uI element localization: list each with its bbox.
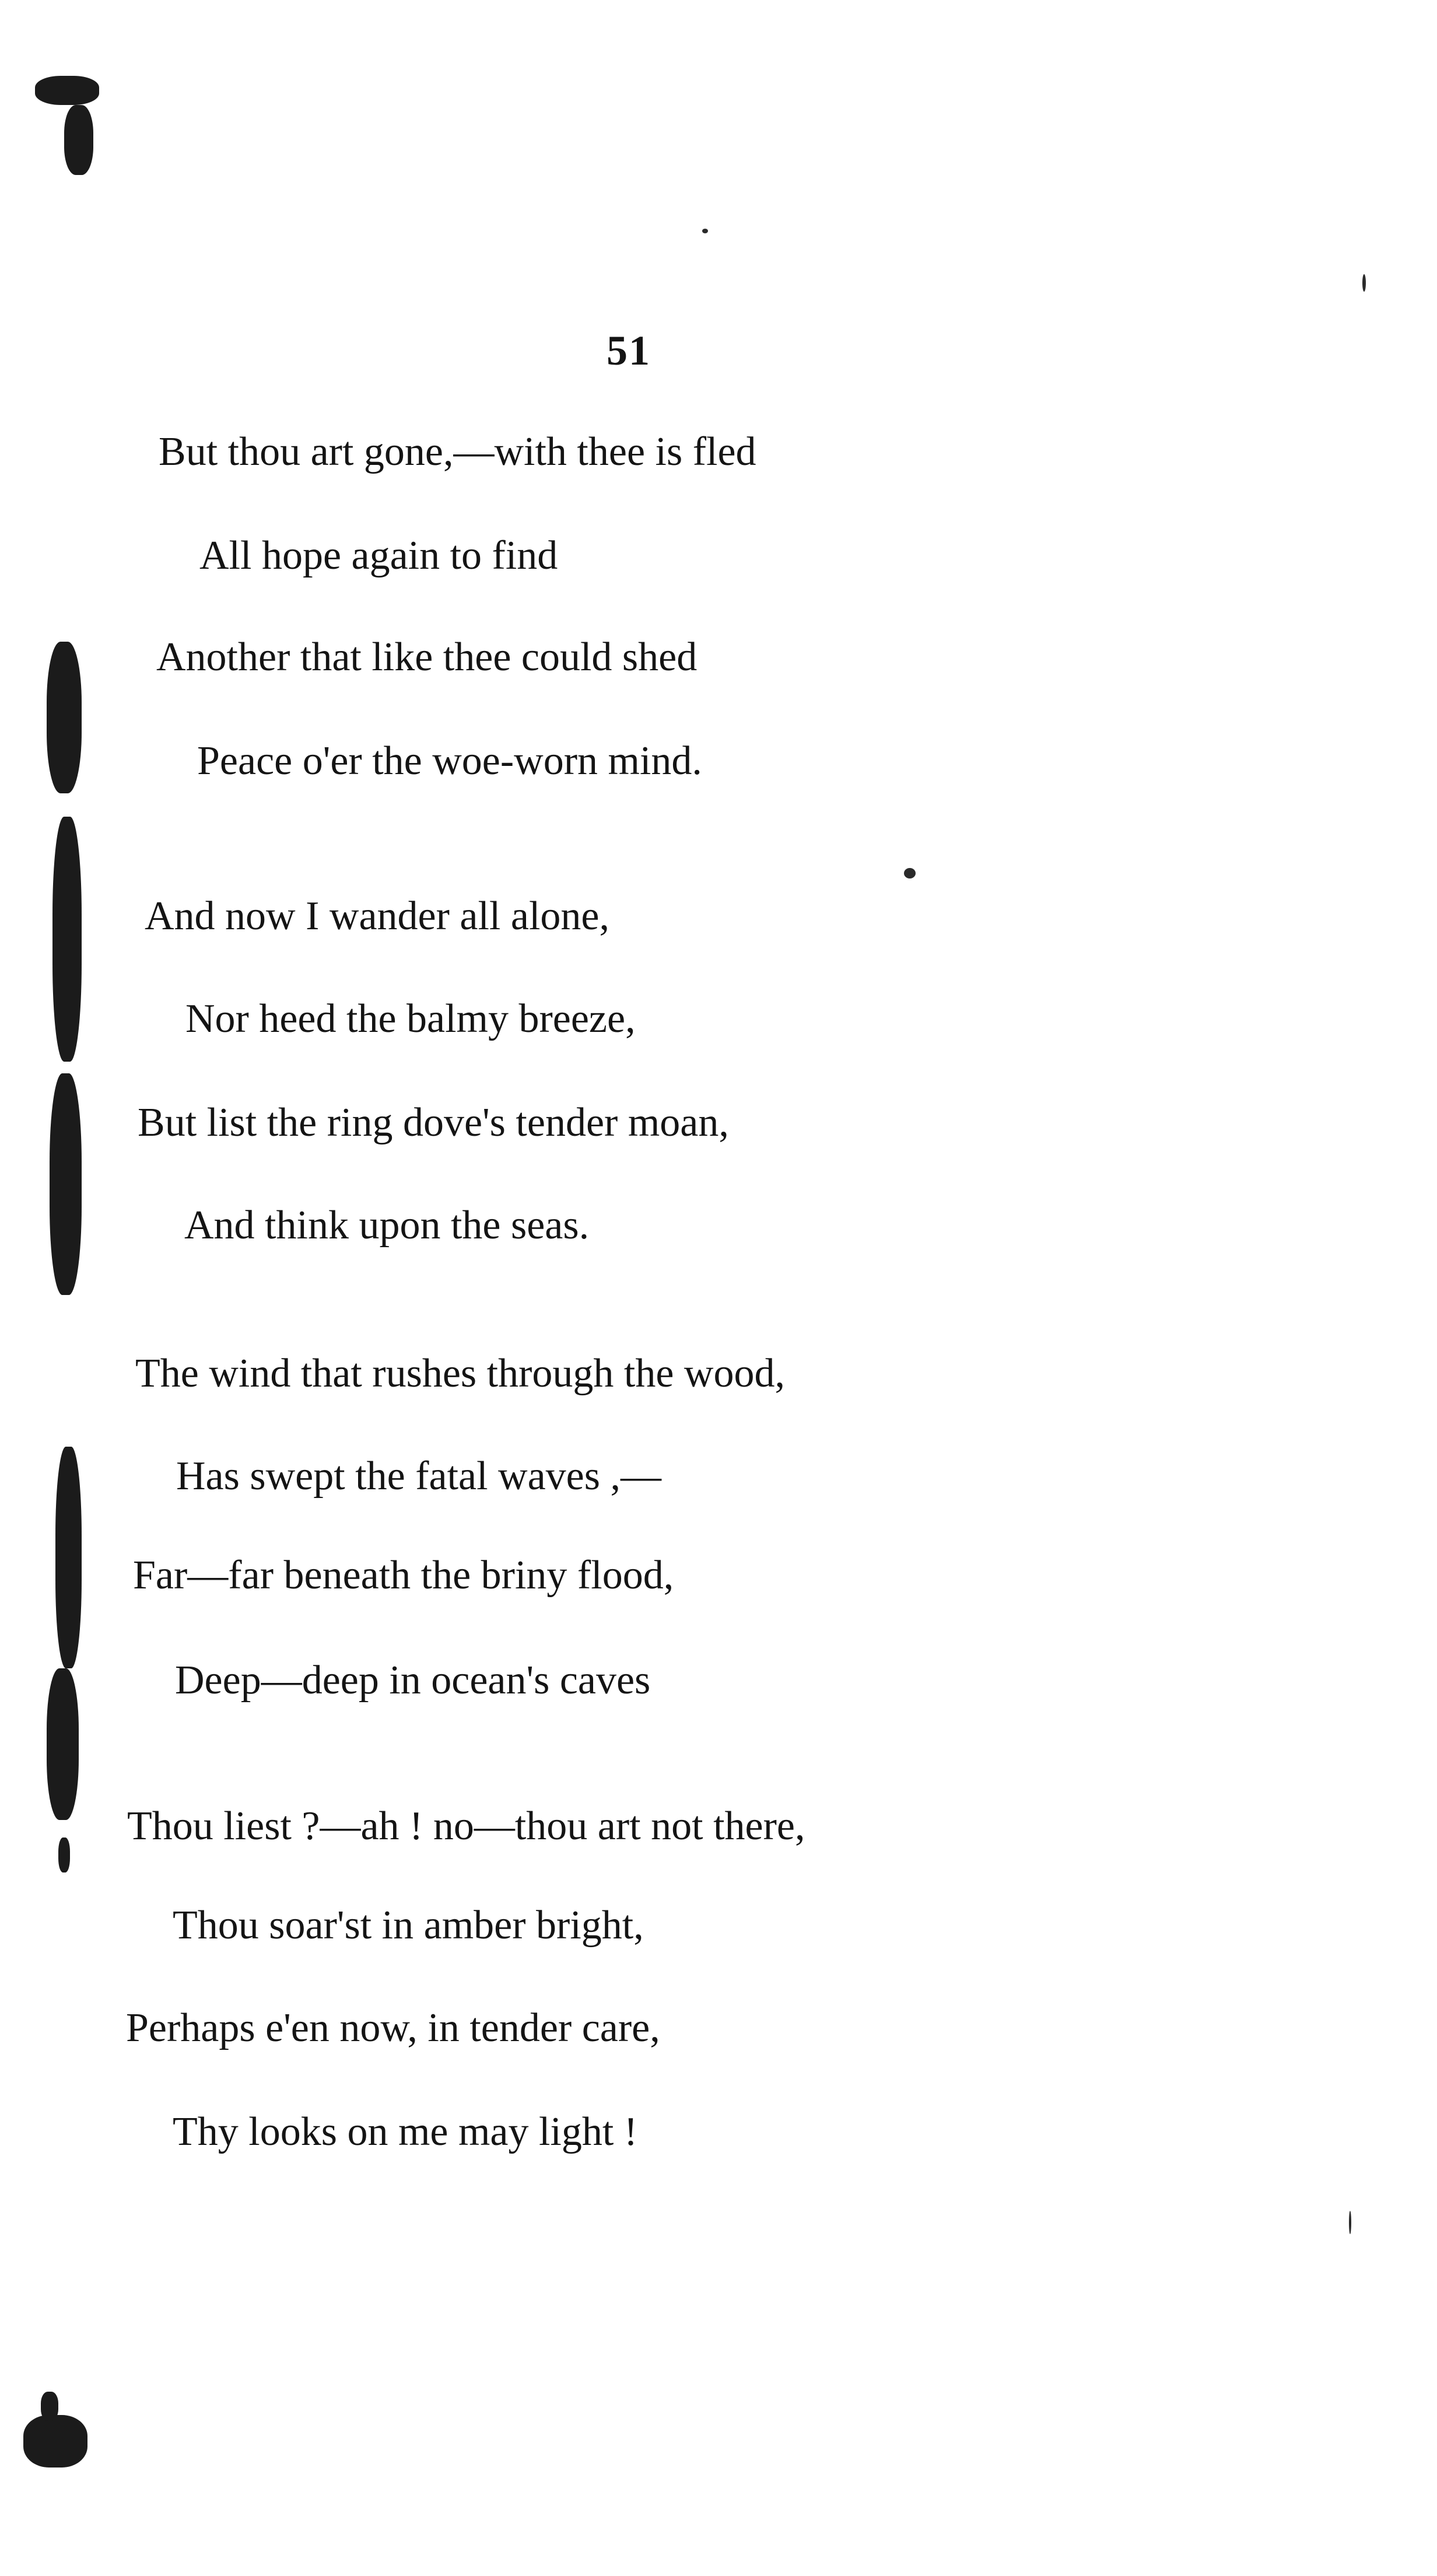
page-number: 51 xyxy=(607,327,651,374)
poem-line: All hope again to find xyxy=(199,533,558,578)
poem-line: The wind that rushes through the wood, xyxy=(135,1351,785,1396)
poem-line: Nor heed the balmy breeze, xyxy=(185,996,636,1041)
ink-speck xyxy=(1362,274,1366,292)
poem-line: But list the ring dove's tender moan, xyxy=(138,1100,729,1145)
ink-speck xyxy=(702,229,708,233)
binding-edge-shadow xyxy=(12,58,82,2538)
poem-line: Thy looks on me may light ! xyxy=(173,2109,638,2154)
poem-line: Peace o'er the woe-worn mind. xyxy=(197,738,702,783)
poem-line: Has swept the fatal waves ,— xyxy=(176,1454,661,1499)
poem-line: And think upon the seas. xyxy=(184,1203,590,1248)
ink-speck xyxy=(904,868,916,878)
poem-line: Deep—deep in ocean's caves xyxy=(175,1658,651,1703)
poem-line: Far—far beneath the briny flood, xyxy=(133,1553,674,1598)
poem-line: And now I wander all alone, xyxy=(145,894,609,939)
poem-line: Thou liest ?—ah ! no—thou art not there, xyxy=(127,1804,805,1849)
ink-speck xyxy=(1349,2211,1351,2234)
poem-line: But thou art gone,—with thee is fled xyxy=(159,429,756,474)
poem-line: Another that like thee could shed xyxy=(156,635,698,680)
poem-line: Thou soar'st in amber bright, xyxy=(173,1903,644,1948)
poem-line: Perhaps e'en now, in tender care, xyxy=(126,2006,660,2050)
